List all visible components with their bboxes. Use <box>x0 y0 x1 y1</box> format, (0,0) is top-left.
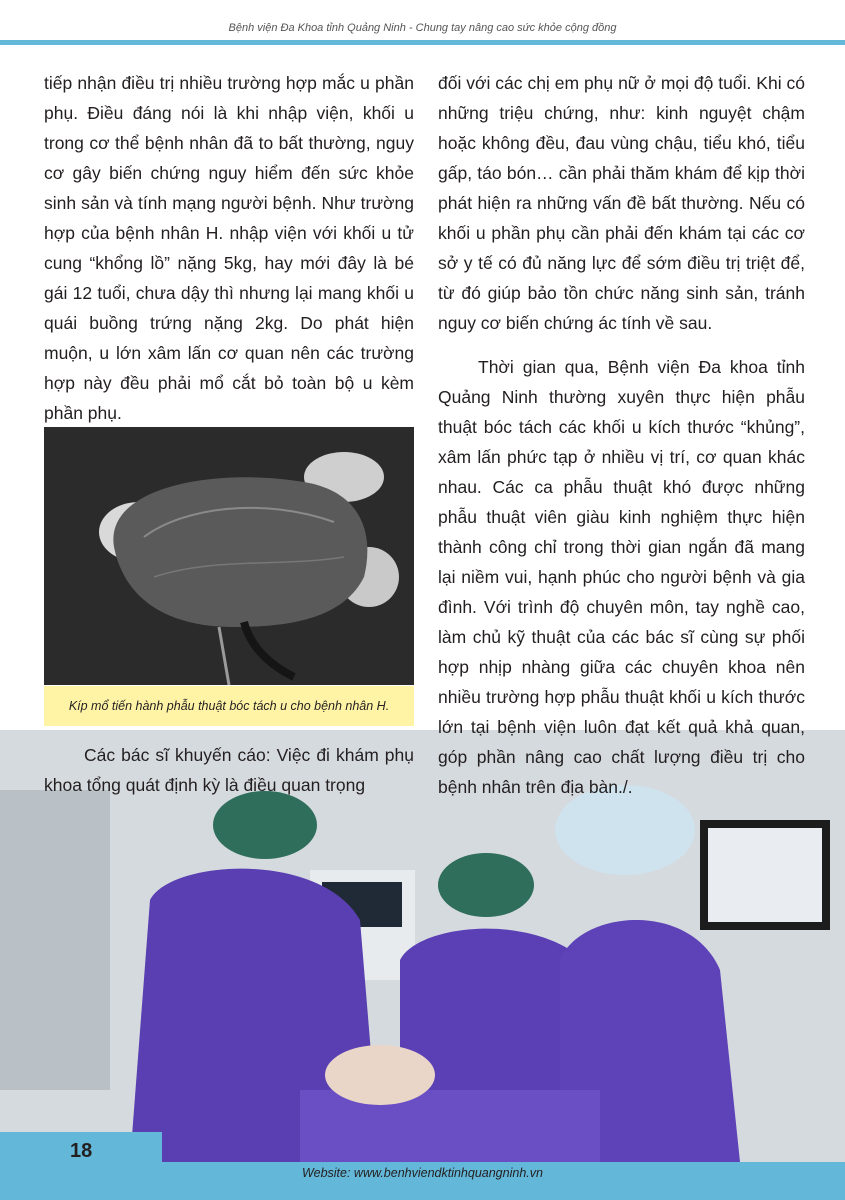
figure-caption: Kíp mổ tiến hành phẫu thuật bóc tách u cho bệnh nhân H. <box>44 686 414 726</box>
right-paragraph-2: Thời gian qua, Bệnh viện Đa khoa tỉnh Quảng Ninh thường xuyên thực hiện phẫu thuật bóc tách các khối u kích thước “khủng”, xâm lấn phức tạp ở nhiều vị trí, cơ quan khác nhau. Các ca phẫu thuật khó được những phẫu thuật viên giàu kinh nghiệm thực hiện thành công chỉ trong thời gian ngắn đã mang lại niềm vui, hạnh phúc cho người bệnh và gia đình. Với trình độ chuyên môn, tay nghề cao, làm chủ kỹ thuật của các bác sĩ cùng sự phối hợp nhịp nhàng giữa các chuyên khoa nên nhiều trường hợp phẫu thuật khối u kích thước lớn tại bệnh viện luôn đạt kết quả khả quan, góp phần nâng cao chất lượng điều trị cho bệnh nhân trên địa bàn./. <box>438 357 805 797</box>
header-rule <box>0 40 845 45</box>
left-paragraph-1: tiếp nhận điều trị nhiều trường hợp mắc u phần phụ. Điều đáng nói là khi nhập viện, khối u trong cơ thể bệnh nhân đã to bất thường, nguy cơ gây biến chứng nguy hiểm đến sức khỏe sinh sản và tính mạng người bệnh. Như trường hợp của bệnh nhân H. nhập viện với khối u tử cung “khổng lồ” nặng 5kg, hay mới đây là bé gái 12 tuổi, chưa dậy thì nhưng lại mang khối u quái buồng trứng nặng 2kg. Do phát hiện muộn, u lớn xâm lấn cơ quan nên các trường hợp này đều phải mổ cắt bỏ toàn bộ u kèm phần phụ. <box>44 73 414 423</box>
page-number: 18 <box>70 1140 93 1162</box>
running-header: Bệnh viện Đa Khoa tỉnh Quảng Ninh - Chung tay nâng cao sức khỏe cộng đồng <box>228 22 617 34</box>
left-paragraph-2: Các bác sĩ khuyến cáo: Việc đi khám phụ khoa tổng quát định kỳ là điều quan trọng <box>44 745 414 795</box>
photo-overlay-text <box>44 740 414 800</box>
tumor-photo-graphic <box>44 427 414 685</box>
page-footer <box>0 1132 845 1200</box>
left-column <box>44 68 414 428</box>
website-link[interactable]: Website: www.benhviendktinhquangninh.vn <box>302 1166 543 1180</box>
right-paragraph-1: đối với các chị em phụ nữ ở mọi độ tuổi. Khi có những triệu chứng, như: kinh nguyệt chậm hoặc không đều, đau vùng chậu, tiểu khó, tiểu gấp, táo bón… cần phải thăm khám để kịp thời phát hiện ra những vấn đề bất thường. Nếu có khối u phần phụ cần phải đến khám tại các cơ sở y tế có đủ năng lực để sớm điều trị triệt để, từ đó giúp bảo tồn chức năng sinh sản, tránh nguy cơ biến chứng ác tính về sau. <box>438 73 805 333</box>
tumor-photo <box>44 427 414 685</box>
right-column <box>438 68 805 802</box>
